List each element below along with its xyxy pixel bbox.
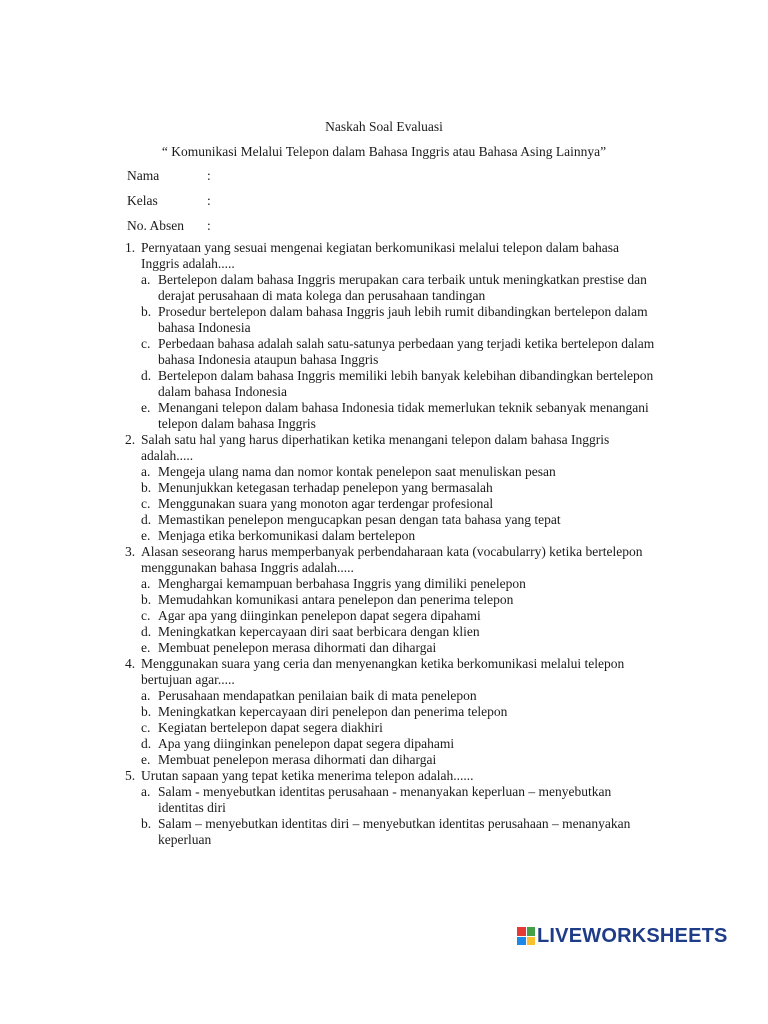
question-list (125, 240, 655, 848)
option-text: Salam – menyebutkan identitas diri – menyebutkan identitas perusahaan – menanyakan keperluan (158, 816, 631, 847)
option-letter: d. (141, 624, 152, 639)
logo-text: LIVEWORKSHEETS (537, 924, 728, 947)
option-text: Meningkatkan kepercayaan diri penelepon dan penerima telepon (158, 704, 508, 719)
question-1 (125, 240, 655, 432)
question-text: Urutan sapaan yang tepat ketika menerima telepon adalah...... (141, 768, 474, 783)
option-text: Perbedaan bahasa adalah salah satu-satunya perbedaan yang terjadi ketika bertelepon dalam bahasa Indonesia ataupun bahasa Inggris (158, 336, 655, 367)
option-letter: d. (141, 736, 152, 751)
field-no-absen (127, 218, 211, 234)
option-item (141, 304, 655, 336)
question-number: 1. (125, 240, 136, 255)
field-label: Kelas (127, 193, 158, 208)
option-letter: c. (141, 336, 151, 351)
option-text: Bertelepon dalam bahasa Inggris merupakan cara terbaik untuk meningkatkan prestise dan derajat perusahaan di mata kolega dan perusahaan tandingan (158, 272, 647, 303)
option-text: Salam - menyebutkan identitas perusahaan - menanyakan keperluan – menyebutkan identitas diri (158, 784, 612, 815)
option-letter: a. (141, 688, 151, 703)
question-4 (125, 656, 655, 768)
option-text: Memudahkan komunikasi antara penelepon dan penerima telepon (158, 592, 514, 607)
option-text: Mengeja ulang nama dan nomor kontak penelepon saat menuliskan pesan (158, 464, 556, 479)
option-text: Memastikan penelepon mengucapkan pesan dengan tata bahasa yang tepat (158, 512, 561, 527)
option-list (141, 784, 655, 848)
option-letter: d. (141, 512, 152, 527)
option-letter: a. (141, 464, 151, 479)
option-letter: d. (141, 368, 152, 383)
option-text: Membuat penelepon merasa dihormati dan dihargai (158, 752, 437, 767)
option-list (141, 464, 655, 544)
field-colon: : (207, 218, 211, 233)
question-number: 5. (125, 768, 136, 783)
option-text: Menggunakan suara yang monoton agar terdengar profesional (158, 496, 494, 511)
option-letter: c. (141, 720, 151, 735)
option-letter: e. (141, 640, 151, 655)
option-item (141, 608, 655, 624)
option-text: Menghargai kemampuan berbahasa Inggris yang dimiliki penelepon (158, 576, 526, 591)
liveworksheets-logo (517, 925, 728, 947)
option-item (141, 368, 655, 400)
option-item (141, 512, 655, 528)
option-item (141, 720, 655, 736)
option-letter: b. (141, 592, 152, 607)
field-label: No. Absen (127, 218, 184, 233)
option-item (141, 480, 655, 496)
option-text: Prosedur bertelepon dalam bahasa Inggris jauh lebih rumit dibandingkan bertelepon dalam bahasa Indonesia (158, 304, 648, 335)
option-item (141, 576, 655, 592)
option-item (141, 624, 655, 640)
question-text: Pernyataan yang sesuai mengenai kegiatan berkomunikasi melalui telepon dalam bahasa Inggris adalah..... (141, 240, 619, 271)
option-text: Menunjukkan ketegasan terhadap penelepon yang bermasalah (158, 480, 493, 495)
question-text: Salah satu hal yang harus diperhatikan ketika menangani telepon dalam bahasa Inggris adalah..... (141, 432, 610, 463)
option-letter: e. (141, 752, 151, 767)
option-text: Menangani telepon dalam bahasa Indonesia tidak memerlukan teknik sebanyak menangani telepon dalam bahasa Inggris (158, 400, 649, 431)
option-item (141, 688, 655, 704)
option-item (141, 464, 655, 480)
field-colon: : (207, 193, 211, 208)
option-item (141, 592, 655, 608)
option-letter: b. (141, 480, 152, 495)
document-title: Naskah Soal Evaluasi (325, 119, 443, 134)
question-text: Alasan seseorang harus memperbanyak perbendaharaan kata (vocabularry) ketika bertelepon menggunakan bahasa Inggris adalah..... (141, 544, 643, 575)
option-letter: c. (141, 608, 151, 623)
question-2 (125, 432, 655, 544)
option-item (141, 272, 655, 304)
option-item (141, 336, 655, 368)
question-number: 2. (125, 432, 136, 447)
question-3 (125, 544, 655, 656)
option-item (141, 496, 655, 512)
option-list (141, 576, 655, 656)
option-item (141, 640, 655, 656)
option-item (141, 784, 655, 816)
question-number: 3. (125, 544, 136, 559)
option-item (141, 528, 655, 544)
option-letter: a. (141, 576, 151, 591)
option-list (141, 272, 655, 432)
field-kelas (127, 193, 211, 209)
option-text: Membuat penelepon merasa dihormati dan dihargai (158, 640, 437, 655)
option-text: Bertelepon dalam bahasa Inggris memiliki lebih banyak kelebihan dibandingkan bertelepon dalam bahasa Indonesia (158, 368, 654, 399)
option-letter: c. (141, 496, 151, 511)
field-nama (127, 168, 211, 184)
liveworksheets-logo-icon (517, 927, 535, 945)
option-item (141, 816, 655, 848)
option-text: Menjaga etika berkomunikasi dalam bertelepon (158, 528, 416, 543)
option-letter: e. (141, 400, 151, 415)
option-item (141, 736, 655, 752)
option-letter: e. (141, 528, 151, 543)
option-text: Perusahaan mendapatkan penilaian baik di mata penelepon (158, 688, 477, 703)
question-number: 4. (125, 656, 136, 671)
option-letter: a. (141, 784, 151, 799)
option-text: Apa yang diinginkan penelepon dapat segera dipahami (158, 736, 455, 751)
option-item (141, 752, 655, 768)
field-label: Nama (127, 168, 160, 183)
question-text: Menggunakan suara yang ceria dan menyenangkan ketika berkomunikasi melalui telepon bertujuan agar..... (141, 656, 625, 687)
option-item (141, 400, 655, 432)
field-colon: : (207, 168, 211, 183)
option-text: Meningkatkan kepercayaan diri saat berbicara dengan klien (158, 624, 480, 639)
option-letter: b. (141, 816, 152, 831)
option-letter: a. (141, 272, 151, 287)
question-5 (125, 768, 655, 848)
option-letter: b. (141, 704, 152, 719)
document-subtitle: “ Komunikasi Melalui Telepon dalam Bahasa Inggris atau Bahasa Asing Lainnya” (161, 144, 607, 159)
option-item (141, 704, 655, 720)
option-text: Kegiatan bertelepon dapat segera diakhiri (158, 720, 383, 735)
option-text: Agar apa yang diinginkan penelepon dapat segera dipahami (158, 608, 481, 623)
option-list (141, 688, 655, 768)
option-letter: b. (141, 304, 152, 319)
